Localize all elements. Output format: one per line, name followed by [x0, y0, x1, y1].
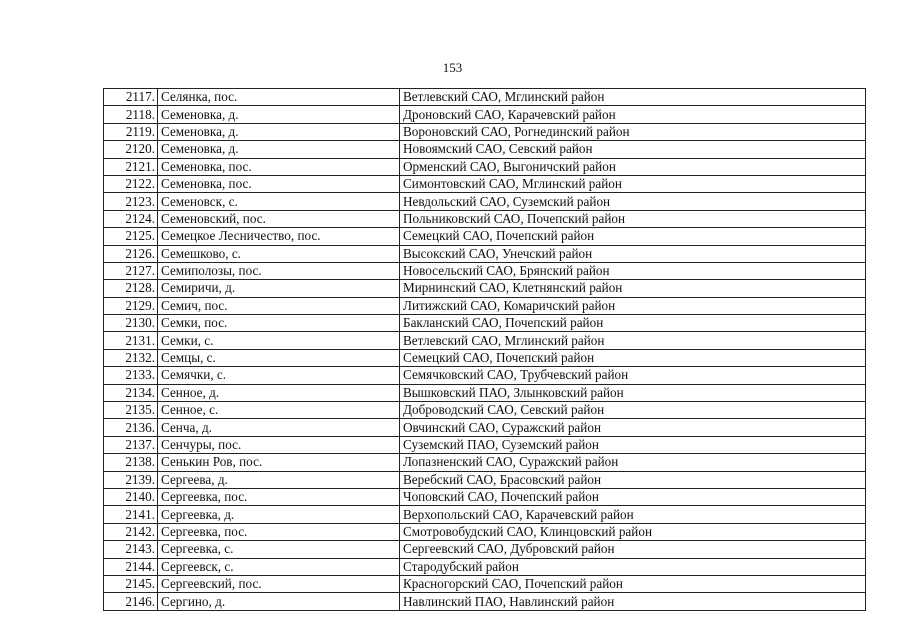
settlement-name: Семеновск, с. [158, 193, 400, 210]
table-row [104, 384, 866, 401]
administrative-area: Дроновский САО, Карачевский район [400, 106, 866, 123]
administrative-area: Семецкий САО, Почепский район [400, 349, 866, 366]
row-number: 2123. [104, 193, 158, 210]
table-row [104, 523, 866, 540]
settlement-name: Семешково, с. [158, 245, 400, 262]
settlement-name: Сергеева, д. [158, 471, 400, 488]
administrative-area: Веребский САО, Брасовский район [400, 471, 866, 488]
row-number: 2126. [104, 245, 158, 262]
row-number: 2117. [104, 89, 158, 106]
administrative-area: Чоповский САО, Почепский район [400, 488, 866, 505]
table-row [104, 488, 866, 505]
table-row [104, 106, 866, 123]
table-row [104, 541, 866, 558]
table-body [104, 89, 866, 611]
settlement-name: Семиричи, д. [158, 280, 400, 297]
row-number: 2118. [104, 106, 158, 123]
settlement-name: Семеновка, д. [158, 123, 400, 140]
table-row [104, 262, 866, 279]
table-row [104, 193, 866, 210]
administrative-area: Ветлевский САО, Мглинский район [400, 89, 866, 106]
settlement-name: Семеновка, д. [158, 106, 400, 123]
administrative-area: Ветлевский САО, Мглинский район [400, 332, 866, 349]
settlement-name: Сергеевка, д. [158, 506, 400, 523]
settlements-table [103, 88, 866, 611]
administrative-area: Овчинский САО, Суражский район [400, 419, 866, 436]
settlement-name: Семеновка, д. [158, 141, 400, 158]
table-row [104, 575, 866, 592]
table-row [104, 436, 866, 453]
settlement-name: Сергеевка, пос. [158, 488, 400, 505]
table-row [104, 454, 866, 471]
settlement-name: Семеновка, пос. [158, 175, 400, 192]
settlement-name: Сергеевка, пос. [158, 523, 400, 540]
settlement-name: Сенча, д. [158, 419, 400, 436]
settlement-name: Сергеевский, пос. [158, 575, 400, 592]
settlement-name: Селянка, пос. [158, 89, 400, 106]
administrative-area: Невдольский САО, Суземский район [400, 193, 866, 210]
row-number: 2132. [104, 349, 158, 366]
row-number: 2140. [104, 488, 158, 505]
table-row [104, 471, 866, 488]
administrative-area: Сергеевский САО, Дубровский район [400, 541, 866, 558]
row-number: 2127. [104, 262, 158, 279]
settlement-name: Семиполозы, пос. [158, 262, 400, 279]
row-number: 2124. [104, 210, 158, 227]
row-number: 2129. [104, 297, 158, 314]
administrative-area: Лопазненский САО, Суражский район [400, 454, 866, 471]
row-number: 2128. [104, 280, 158, 297]
row-number: 2135. [104, 402, 158, 419]
administrative-area: Новоямский САО, Севский район [400, 141, 866, 158]
administrative-area: Навлинский ПАО, Навлинский район [400, 593, 866, 610]
row-number: 2145. [104, 575, 158, 592]
table-row [104, 349, 866, 366]
table-row [104, 419, 866, 436]
row-number: 2137. [104, 436, 158, 453]
settlement-name: Сенное, с. [158, 402, 400, 419]
row-number: 2119. [104, 123, 158, 140]
row-number: 2133. [104, 367, 158, 384]
administrative-area: Орменский САО, Выгоничский район [400, 158, 866, 175]
row-number: 2146. [104, 593, 158, 610]
table-row [104, 123, 866, 140]
settlement-name: Семич, пос. [158, 297, 400, 314]
row-number: 2125. [104, 228, 158, 245]
administrative-area: Смотровобудский САО, Клинцовский район [400, 523, 866, 540]
table-row [104, 506, 866, 523]
settlement-name: Семеновка, пос. [158, 158, 400, 175]
administrative-area: Новосельский САО, Брянский район [400, 262, 866, 279]
settlement-name: Семки, с. [158, 332, 400, 349]
administrative-area: Высокский САО, Унечский район [400, 245, 866, 262]
row-number: 2130. [104, 315, 158, 332]
row-number: 2136. [104, 419, 158, 436]
row-number: 2131. [104, 332, 158, 349]
table-row [104, 175, 866, 192]
administrative-area: Суземский ПАО, Суземский район [400, 436, 866, 453]
row-number: 2139. [104, 471, 158, 488]
settlement-name: Семки, пос. [158, 315, 400, 332]
administrative-area: Польниковский САО, Почепский район [400, 210, 866, 227]
administrative-area: Бакланский САО, Почепский район [400, 315, 866, 332]
administrative-area: Вышковский ПАО, Злынковский район [400, 384, 866, 401]
table-row [104, 158, 866, 175]
settlement-name: Сергино, д. [158, 593, 400, 610]
administrative-area: Стародубский район [400, 558, 866, 575]
administrative-area: Вороновский САО, Рогнединский район [400, 123, 866, 140]
administrative-area: Мирнинский САО, Клетнянский район [400, 280, 866, 297]
administrative-area: Симонтовский САО, Мглинский район [400, 175, 866, 192]
row-number: 2122. [104, 175, 158, 192]
table-row [104, 280, 866, 297]
row-number: 2121. [104, 158, 158, 175]
row-number: 2141. [104, 506, 158, 523]
table-row [104, 228, 866, 245]
settlement-name: Семецкое Лесничество, пос. [158, 228, 400, 245]
table-row [104, 402, 866, 419]
administrative-area: Литижский САО, Комаричский район [400, 297, 866, 314]
settlement-name: Сенькин Ров, пос. [158, 454, 400, 471]
page-number: 153 [442, 60, 463, 75]
settlement-name: Сергеевск, с. [158, 558, 400, 575]
settlement-name: Семеновский, пос. [158, 210, 400, 227]
table-row [104, 593, 866, 610]
settlement-name: Семячки, с. [158, 367, 400, 384]
administrative-area: Красногорский САО, Почепский район [400, 575, 866, 592]
administrative-area: Доброводский САО, Севский район [400, 402, 866, 419]
table-row [104, 245, 866, 262]
row-number: 2134. [104, 384, 158, 401]
settlement-name: Семцы, с. [158, 349, 400, 366]
table-row [104, 141, 866, 158]
administrative-area: Верхопольский САО, Карачевский район [400, 506, 866, 523]
settlement-name: Сергеевка, с. [158, 541, 400, 558]
table-row [104, 367, 866, 384]
table-row [104, 315, 866, 332]
table-row [104, 558, 866, 575]
table-row [104, 89, 866, 106]
administrative-area: Семецкий САО, Почепский район [400, 228, 866, 245]
row-number: 2142. [104, 523, 158, 540]
settlement-name: Сенчуры, пос. [158, 436, 400, 453]
row-number: 2143. [104, 541, 158, 558]
table-row [104, 297, 866, 314]
row-number: 2120. [104, 141, 158, 158]
settlement-name: Сенное, д. [158, 384, 400, 401]
row-number: 2138. [104, 454, 158, 471]
table-row [104, 332, 866, 349]
table-row [104, 210, 866, 227]
administrative-area: Семячковский САО, Трубчевский район [400, 367, 866, 384]
row-number: 2144. [104, 558, 158, 575]
